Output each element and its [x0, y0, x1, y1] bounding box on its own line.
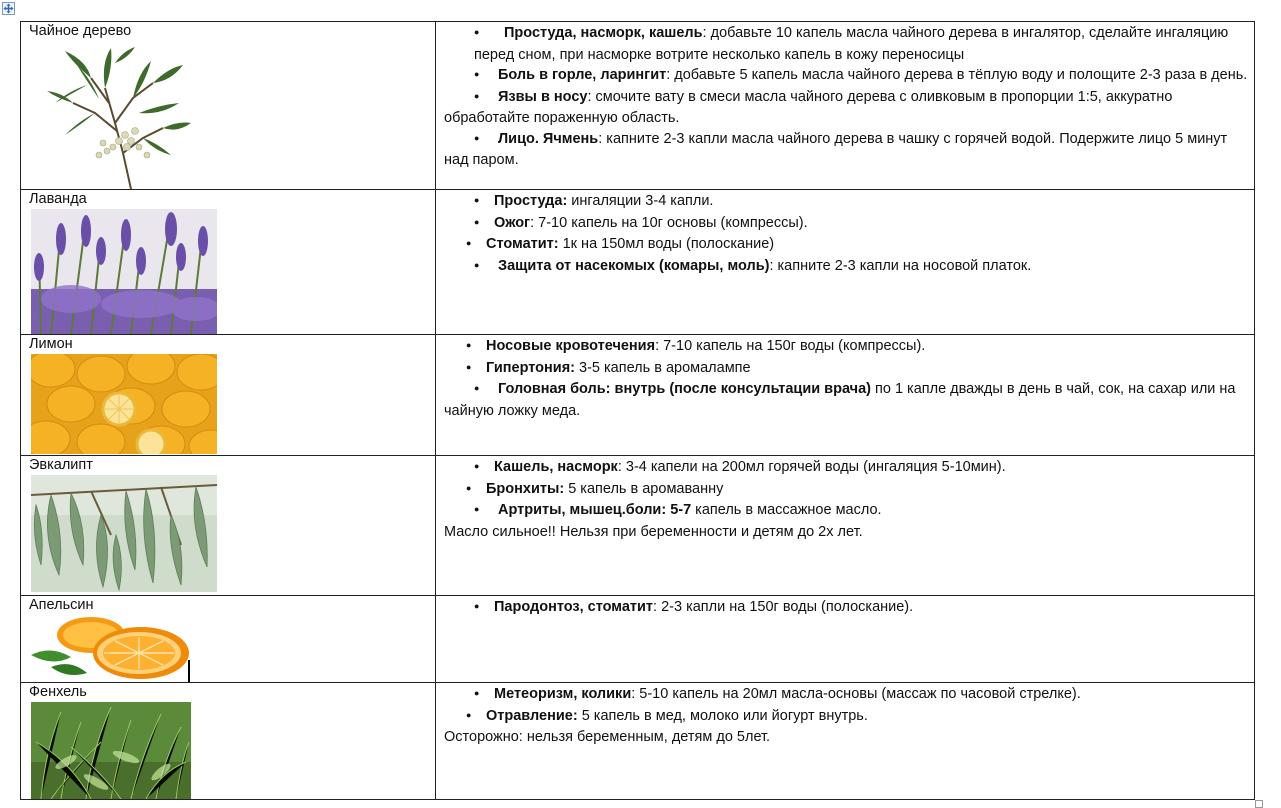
- item-text: ингаляции 3-4 капли.: [567, 193, 714, 209]
- item-title: Головная боль: внутрь (после консультации врача): [498, 381, 871, 397]
- item-title: Защита от насекомых (комары, моль): [498, 257, 770, 274]
- plant-name: Фенхель: [29, 684, 87, 700]
- list-item: [444, 706, 1254, 728]
- warning-note: Масло сильное!! Нельзя при беременности и детям до 2х лет.: [444, 523, 863, 540]
- table-row: [21, 683, 1255, 800]
- item-title: Кашель, насморк: [494, 459, 618, 475]
- plant-cell[interactable]: [21, 596, 436, 683]
- list-item: [444, 23, 1254, 65]
- plant-cell[interactable]: [21, 22, 436, 190]
- item-text: : добавьте 5 капель масла чайного дерева в тёплую воду и полощите 2-3 раза в день.: [666, 67, 1248, 83]
- table-row: [21, 22, 1255, 190]
- list-item: [444, 213, 1254, 235]
- list-item: [444, 191, 1254, 213]
- item-title: Метеоризм, колики: [494, 686, 632, 702]
- tea-tree-image: [43, 43, 193, 189]
- list-item: [444, 234, 1254, 256]
- plant-cell[interactable]: [21, 456, 436, 596]
- fennel-image: [31, 702, 191, 799]
- plant-name: Лаванда: [29, 191, 87, 207]
- text-cursor: [188, 660, 190, 682]
- list-item: [444, 65, 1254, 87]
- item-text: : 5-10 капель на 20мл масла-основы (массаж по часовой стрелке).: [631, 686, 1081, 702]
- table-row: [21, 335, 1255, 456]
- item-title: Гипертония:: [486, 359, 575, 376]
- table-move-handle[interactable]: [2, 2, 15, 15]
- plant-name: Лимон: [29, 336, 73, 352]
- plant-cell[interactable]: [21, 335, 436, 456]
- item-title: Артриты, мышец.боли: 5-7: [498, 502, 692, 518]
- item-title: Носовые кровотечения: [486, 338, 656, 354]
- item-text: 5 капель в аромаванну: [564, 480, 724, 497]
- list-item: [444, 336, 1254, 358]
- item-title: Отравление:: [486, 707, 578, 724]
- item-title: Ожог: [494, 214, 531, 231]
- item-text: 1к на 150мл воды (полоскание): [558, 236, 775, 252]
- plant-name: Чайное дерево: [29, 23, 132, 39]
- list-item: [444, 597, 1254, 619]
- usage-cell[interactable]: [436, 190, 1255, 335]
- list-item: [444, 500, 1254, 522]
- item-text: капель в массажное масло.: [691, 502, 882, 518]
- plant-name: Апельсин: [29, 597, 94, 613]
- essential-oils-table: [20, 21, 1255, 800]
- usage-cell[interactable]: [436, 456, 1255, 596]
- list-item: [444, 256, 1254, 278]
- item-text: 5 капель в мед, молоко или йогурт внутрь.: [577, 707, 868, 724]
- plant-cell[interactable]: [21, 683, 436, 800]
- table-row: [21, 596, 1255, 683]
- list-item: [444, 129, 1254, 171]
- item-title: Боль в горле, ларингит: [498, 67, 667, 83]
- warning-note: Осторожно: нельзя беременным, детям до 5лет.: [444, 729, 771, 745]
- item-title: Лицо. Ячмень: [498, 130, 599, 147]
- usage-cell[interactable]: [436, 335, 1255, 456]
- lavender-image: [31, 209, 217, 334]
- list-item: [444, 87, 1254, 129]
- usage-cell[interactable]: [436, 596, 1255, 683]
- item-title: Бронхиты:: [486, 480, 565, 497]
- item-text: : капните 2-3 капли масла чайного дерева в чашку с горячей водой. Подержите лицо 5 минут над паром.: [444, 130, 1228, 168]
- list-item: [444, 358, 1254, 380]
- item-text: : 3-4 капели на 200мл горячей воды (ингаляция 5-10мин).: [617, 459, 1006, 475]
- item-text: : добавьте 10 капель масла чайного дерева в ингалятор, сделайте ингаляцию перед сном, при насморке вотрите несколько капель в кожу переносицы: [474, 25, 1229, 63]
- item-text: : 2-3 капли на 150г воды (полоскание).: [653, 599, 914, 615]
- plant-cell[interactable]: [21, 190, 436, 335]
- list-item: [444, 479, 1254, 501]
- item-text: : капните 2-3 капли на носовой платок.: [769, 257, 1032, 274]
- item-title: Пародонтоз, стоматит: [494, 599, 654, 615]
- table-row: [21, 190, 1255, 335]
- item-title: Простуда, насморк, кашель: [504, 25, 703, 41]
- usage-cell[interactable]: [436, 683, 1255, 800]
- item-text: по 1 капле дважды в день в чай, сок, на сахар или на чайную ложку меда.: [444, 381, 1236, 419]
- table-row: [21, 456, 1255, 596]
- item-title: Язвы в носу: [498, 88, 588, 105]
- plant-name: Эвкалипт: [29, 457, 93, 473]
- table-resize-handle[interactable]: [1255, 800, 1263, 808]
- item-title: Простуда:: [494, 193, 568, 209]
- item-title: Стоматит:: [486, 236, 559, 252]
- item-text: : смочите вату в смеси масла чайного дерева с оливковым в пропорции 1:5, аккуратно обработайте пораженную область.: [444, 88, 1173, 126]
- item-text: : 7-10 капель на 10г основы (компрессы).: [530, 214, 808, 231]
- usage-cell[interactable]: [436, 22, 1255, 190]
- item-text: : 7-10 капель на 150г воды (компрессы).: [655, 338, 926, 354]
- list-item: [444, 684, 1254, 706]
- list-item: [444, 379, 1254, 421]
- orange-image: [31, 615, 191, 681]
- item-text: 3-5 капель в аромалампе: [575, 359, 751, 376]
- list-item: [444, 457, 1254, 479]
- lemon-image: [31, 354, 217, 454]
- eucalyptus-image: [31, 475, 217, 592]
